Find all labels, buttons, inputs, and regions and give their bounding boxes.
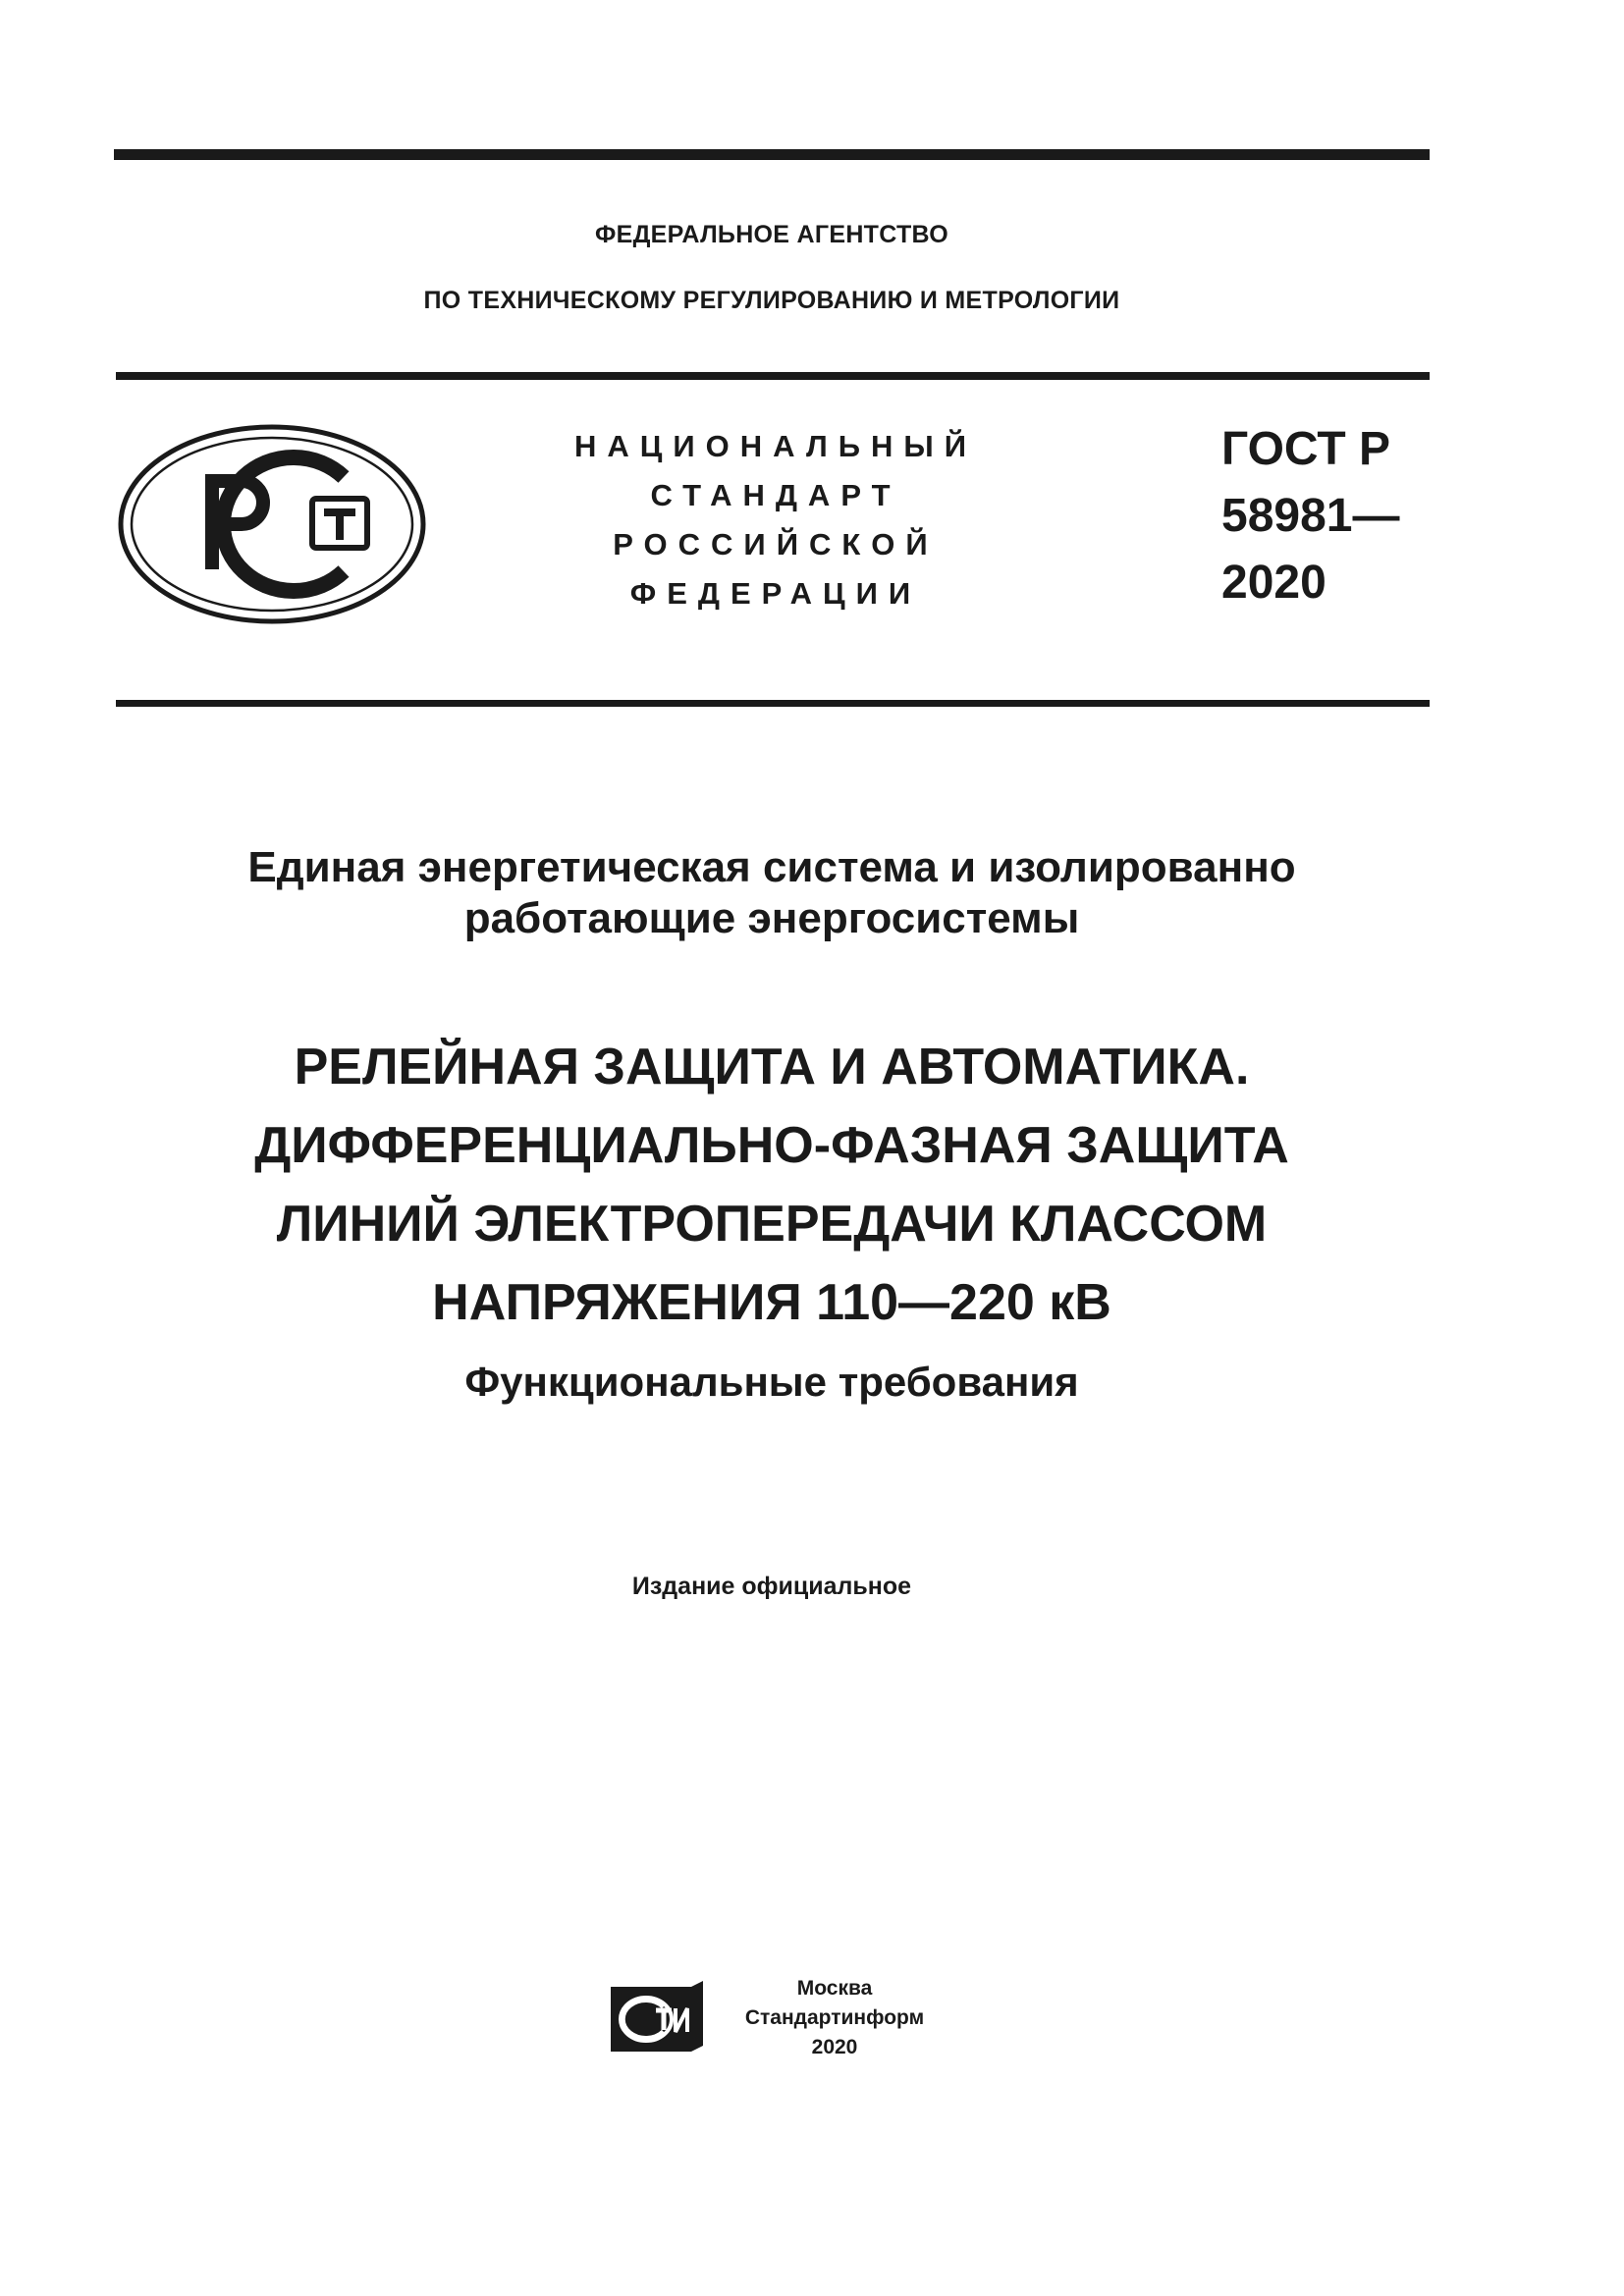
publisher-year: 2020 bbox=[811, 2036, 858, 2058]
series-title-line-1: Единая энергетическая система и изолированно bbox=[247, 843, 1296, 891]
standard-code-line-3: 2020 bbox=[1221, 557, 1326, 609]
top-rule bbox=[114, 149, 1430, 160]
agency-name-line-1: ФЕДЕРАЛЬНОЕ АГЕНТСТВО bbox=[594, 221, 949, 248]
edition-note: Издание официальное bbox=[631, 1573, 912, 1600]
national-standard-label bbox=[545, 422, 1006, 618]
main-title-line-2: ДИФФЕРЕНЦИАЛЬНО-ФАЗНАЯ ЗАЩИТА bbox=[254, 1117, 1289, 1174]
national-standard-line-3: РОССИЙСКОЙ bbox=[613, 527, 939, 561]
main-title-line-1: РЕЛЕЙНАЯ ЗАЩИТА И АВТОМАТИКА. bbox=[294, 1039, 1250, 1095]
main-title bbox=[0, 1028, 1543, 1342]
standard-code bbox=[1221, 416, 1399, 616]
standartinform-logo-icon bbox=[609, 1979, 707, 2056]
national-standard-line-1: НАЦИОНАЛЬНЫЙ bbox=[573, 429, 978, 463]
standard-code-line-1: ГОСТ Р bbox=[1221, 423, 1391, 475]
national-standard-line-2: СТАНДАРТ bbox=[650, 478, 901, 512]
bottom-rule bbox=[116, 700, 1430, 707]
publisher-name: Стандартинформ bbox=[744, 2006, 925, 2029]
series-title bbox=[0, 842, 1543, 944]
main-title-line-3: ЛИНИЙ ЭЛЕКТРОПЕРЕДАЧИ КЛАССОМ bbox=[276, 1196, 1268, 1253]
middle-rule bbox=[116, 372, 1430, 380]
subtitle: Функциональные требования bbox=[464, 1359, 1079, 1405]
national-standard-line-4: ФЕДЕРАЦИИ bbox=[629, 576, 922, 611]
publisher-city: Москва bbox=[796, 1977, 873, 2000]
standard-code-line-2: 58981— bbox=[1221, 490, 1400, 542]
series-title-line-2: работающие энергосистемы bbox=[463, 894, 1080, 942]
publisher-info bbox=[722, 1974, 947, 2062]
rst-logo-icon bbox=[116, 422, 428, 626]
main-title-line-4: НАПРЯЖЕНИЯ 110—220 кВ bbox=[432, 1274, 1111, 1331]
agency-name-line-2: ПО ТЕХНИЧЕСКОМУ РЕГУЛИРОВАНИЮ И МЕТРОЛОГИИ bbox=[423, 287, 1120, 314]
